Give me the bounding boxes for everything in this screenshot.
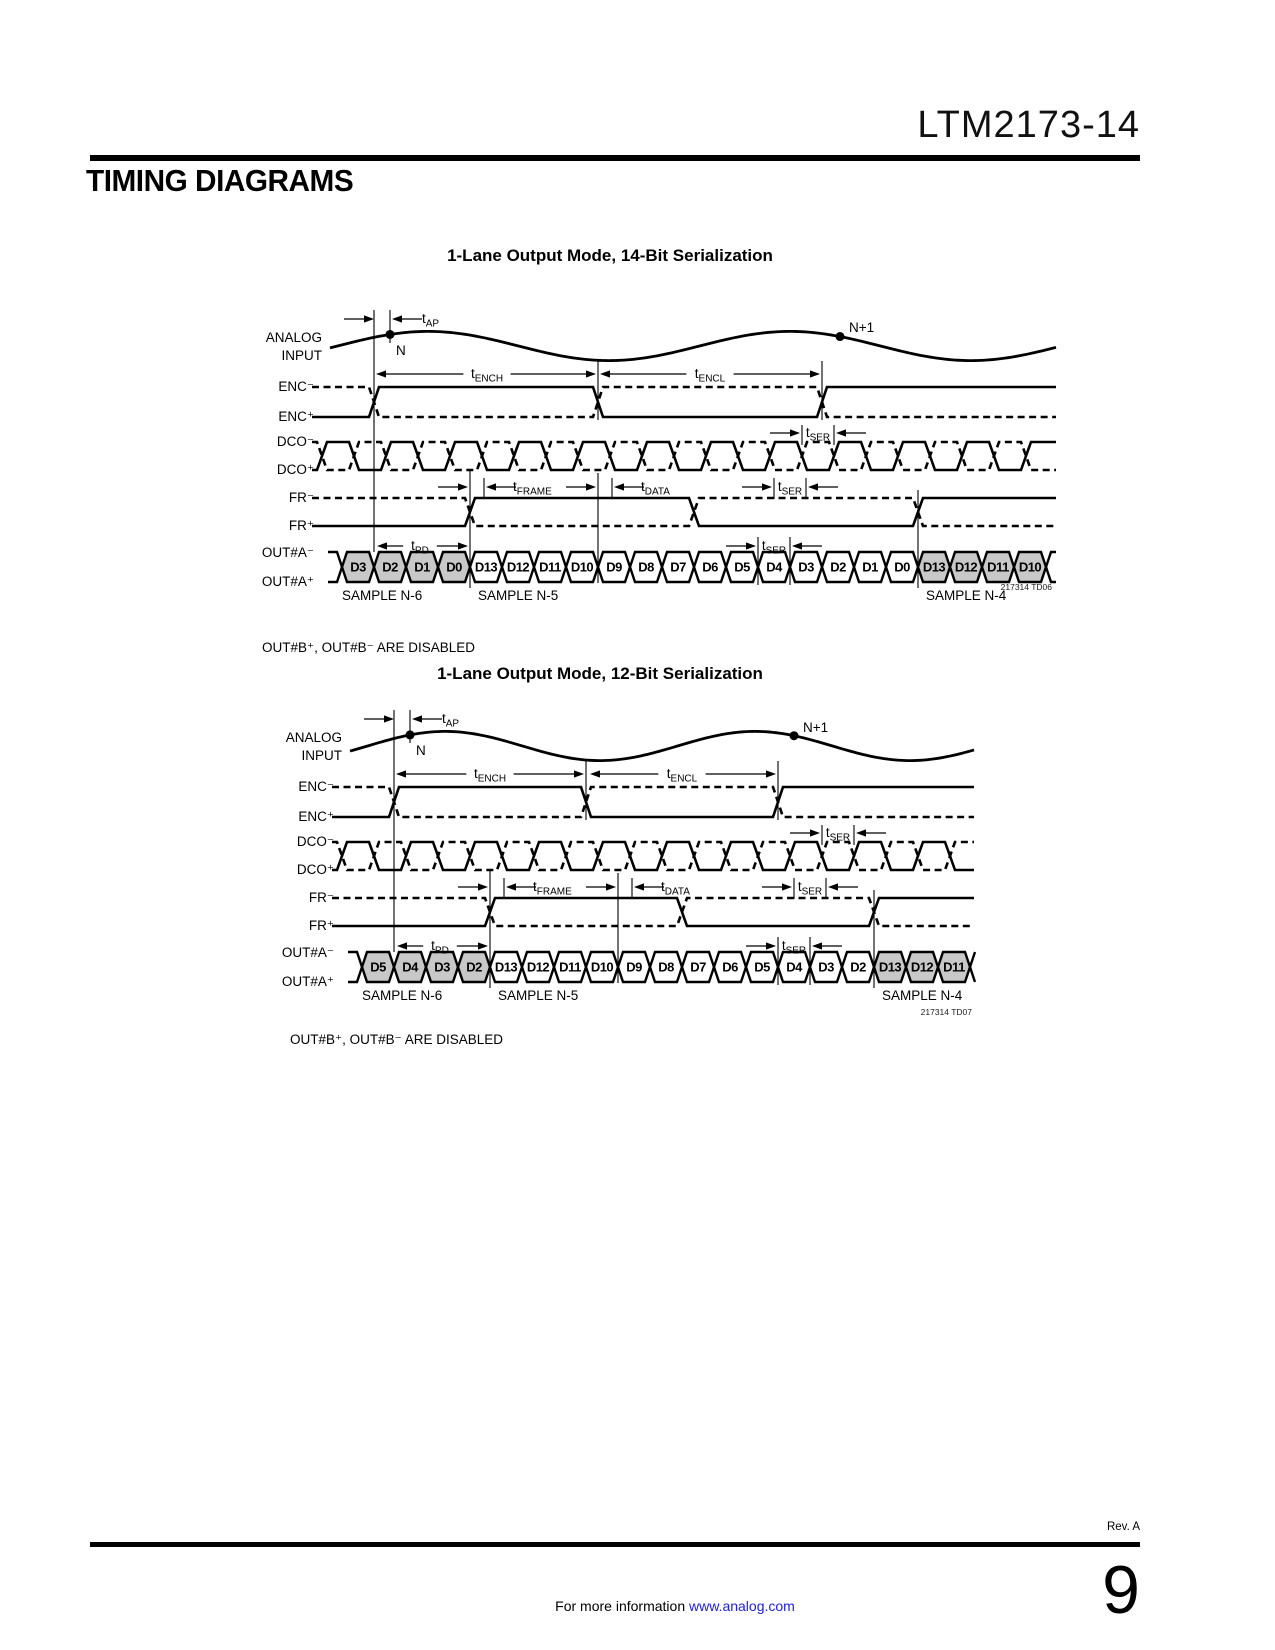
analog-input-label: ANALOG (265, 330, 322, 345)
arrowhead (412, 715, 422, 722)
analog-input-label: ANALOG (285, 730, 342, 745)
signal-label: OUT#A⁻ (281, 945, 334, 960)
bus-cell-label: D12 (526, 959, 550, 975)
bus-cell-label: D10 (1018, 559, 1042, 575)
bus-cell-label: D0 (446, 559, 462, 575)
arrowhead (810, 829, 820, 836)
bus-cell-label: D12 (954, 559, 978, 575)
sample-label: SAMPLE N-6 (362, 988, 443, 1003)
arrowhead (782, 883, 792, 890)
analog-com-link[interactable]: www.analog.com (689, 1598, 795, 1614)
bus-cell-label: D4 (402, 959, 418, 975)
bus-cell-label: D13 (494, 959, 518, 975)
sample-label: SAMPLE N-5 (478, 588, 559, 603)
arrowhead (478, 942, 488, 949)
signal-label: FR⁻ (288, 490, 314, 505)
timing-label: $t_{SER}$ (797, 879, 823, 898)
timing-label: $t_{AP}$ (442, 711, 460, 730)
sample-label: SAMPLE N-5 (498, 988, 579, 1003)
bus-cell-label: D13 (922, 559, 946, 575)
signal-label: DCO⁻ (276, 434, 314, 449)
timing-diagram-12bit-container (270, 685, 976, 1021)
arrowhead (606, 883, 616, 890)
note-outb-disabled-14bit: OUT#B⁺, OUT#B⁻ ARE DISABLED (262, 640, 476, 655)
timing-label: $t_{SER}$ (761, 538, 787, 557)
bus-cell-label: D11 (559, 959, 581, 975)
sample-label: SAMPLE N-4 (926, 588, 1007, 603)
page-number: 9 (1102, 1552, 1140, 1628)
footer-info-text: For more information (555, 1598, 689, 1614)
bus-cell-label: D4 (766, 559, 782, 575)
arrowhead (486, 483, 496, 490)
footer-rule (90, 1542, 1140, 1547)
bus-cell-label: D3 (818, 959, 834, 975)
sample-dot (386, 330, 395, 339)
signal-label: FR⁻ (308, 890, 334, 905)
arrowhead (812, 942, 822, 949)
timing-label: $t_{ENCH}$ (473, 766, 507, 785)
bus-cell-label: D11 (539, 559, 561, 575)
bus-cell-label: D3 (350, 559, 366, 575)
timing-label: $t_{PD}$ (411, 538, 429, 557)
arrowhead (458, 483, 468, 490)
sample-dot (836, 332, 845, 341)
timing-label: $t_{SER}$ (805, 425, 831, 444)
signal-label: ENC⁻ (298, 779, 334, 794)
arrowhead (586, 370, 596, 377)
signal-label: ENC⁺ (298, 809, 334, 824)
signal-label: OUT#A⁺ (261, 574, 314, 589)
bus-cell-label: D0 (894, 559, 910, 575)
arrowhead (810, 370, 820, 377)
bus-cell-label: D1 (414, 559, 430, 575)
timing-diagram-12bit (270, 685, 976, 1021)
arrowhead (766, 942, 776, 949)
timing-label: $t_{SER}$ (781, 938, 807, 957)
timing-diagram-14bit-container (250, 285, 1060, 607)
bus-cell-label: D13 (878, 959, 902, 975)
bus-cell-label: D12 (910, 959, 934, 975)
dco-clock-waveform (332, 842, 974, 870)
sample-point-label: N+1 (849, 320, 875, 335)
arrowhead (600, 370, 610, 377)
arrowhead (396, 770, 406, 777)
bus-cell-label: D10 (590, 959, 614, 975)
bus-cell-label: D7 (670, 559, 686, 575)
bus-cell-label: D13 (474, 559, 498, 575)
timing-label: $t_{FRAME}$ (533, 879, 572, 898)
arrowhead (836, 429, 846, 436)
bus-cell-label: D2 (382, 559, 398, 575)
fr-frame-waveform (332, 898, 974, 926)
sample-annotations (362, 988, 972, 1017)
signal-label: DCO⁻ (296, 834, 334, 849)
bus-cell-label: D7 (690, 959, 706, 975)
arrowhead (746, 542, 756, 549)
bus-cell-label: D11 (943, 959, 965, 975)
timing-label: $t_{PD}$ (431, 938, 449, 957)
figure-code: 217314 TD06 (1000, 582, 1052, 592)
bus-cell-label: D12 (506, 559, 530, 575)
arrowhead (634, 883, 644, 890)
bus-cell-label: D5 (734, 559, 750, 575)
bus-cell-label: D10 (570, 559, 594, 575)
sample-annotations (342, 582, 1052, 603)
signal-label: OUT#A⁻ (261, 545, 314, 560)
timing-diagram-14bit (250, 285, 1060, 607)
revision-label: Rev. A (1106, 1521, 1140, 1533)
arrowhead (478, 883, 488, 890)
diagram-title-12bit: 1-Lane Output Mode, 12-Bit Serialization (437, 664, 763, 683)
bus-cell-label: D5 (754, 959, 770, 975)
timing-label: $t_{ENCH}$ (470, 366, 504, 385)
bus-cell-label: D8 (658, 959, 674, 975)
analog-input-label: INPUT (301, 748, 342, 763)
bus-cell-label: D1 (862, 559, 878, 575)
arrowhead (574, 770, 584, 777)
arrowhead (376, 370, 386, 377)
sample-dot (406, 730, 415, 739)
arrowhead (856, 829, 866, 836)
bus-cell-label: D4 (786, 959, 802, 975)
dco-clock-waveform (312, 442, 1056, 470)
bus-cell-label: D5 (370, 959, 386, 975)
sample-point-label: N (416, 743, 426, 758)
timing-label: $t_{ENCL}$ (694, 366, 726, 385)
timing-label: $t_{FRAME}$ (513, 479, 552, 498)
arrowhead (364, 315, 374, 322)
note-outb-disabled-12bit: OUT#B⁺, OUT#B⁻ ARE DISABLED (290, 1032, 504, 1047)
bus-cell-label: D9 (626, 959, 642, 975)
bus-cell-label: D2 (466, 959, 482, 975)
part-number: LTM2173-14 (917, 104, 1140, 146)
header-rule (90, 155, 1140, 161)
arrowhead (377, 542, 387, 549)
arrowhead (392, 315, 402, 322)
timing-annotations (344, 311, 866, 556)
signal-label: FR⁺ (288, 518, 314, 533)
sample-point-label: N+1 (803, 720, 829, 735)
signal-label: DCO⁺ (296, 862, 334, 877)
sample-label: SAMPLE N-4 (882, 988, 963, 1003)
arrowhead (790, 429, 800, 436)
bus-cell-label: D3 (798, 559, 814, 575)
analog-input-label: INPUT (281, 348, 322, 363)
enc-waveform (312, 387, 1056, 417)
analog-input-wave (350, 720, 974, 761)
timing-label: $t_{DATA}$ (641, 479, 670, 498)
timing-label: $t_{DATA}$ (661, 879, 690, 898)
arrowhead (762, 483, 772, 490)
fr-frame-waveform (312, 498, 1056, 526)
sample-label: SAMPLE N-6 (342, 588, 423, 603)
bus-cell-label: D8 (638, 559, 654, 575)
timing-annotations (364, 711, 886, 956)
arrowhead (808, 483, 818, 490)
timing-label: $t_{SER}$ (825, 825, 851, 844)
arrowhead (766, 770, 776, 777)
arrowhead (384, 715, 394, 722)
sample-point-label: N (396, 343, 406, 358)
footer-info (75, 1598, 1275, 1614)
timing-label: $t_{ENCL}$ (666, 766, 698, 785)
signal-label: ENC⁻ (278, 379, 314, 394)
arrowhead (590, 770, 600, 777)
arrowhead (458, 542, 468, 549)
signal-label: DCO⁺ (276, 462, 314, 477)
figure-code: 217314 TD07 (920, 1007, 972, 1017)
bus-cell-label: D2 (830, 559, 846, 575)
signal-label: FR⁺ (308, 918, 334, 933)
bus-cell-label: D9 (606, 559, 622, 575)
timing-label: $t_{SER}$ (777, 479, 803, 498)
signal-labels (262, 330, 322, 589)
output-bus (328, 552, 1056, 582)
arrowhead (506, 883, 516, 890)
enc-waveform (332, 787, 974, 817)
bus-cell-label: D6 (702, 559, 718, 575)
signal-labels (282, 730, 342, 989)
arrowhead (828, 883, 838, 890)
bus-cell-label: D11 (987, 559, 1009, 575)
arrowhead (397, 942, 407, 949)
diagram-title-14bit: 1-Lane Output Mode, 14-Bit Serialization (447, 246, 773, 265)
timing-label: $t_{AP}$ (422, 311, 440, 330)
signal-label: OUT#A⁺ (281, 974, 334, 989)
section-title: TIMING DIAGRAMS (86, 163, 354, 198)
bus-cell-label: D6 (722, 959, 738, 975)
bus-cell-label: D3 (434, 959, 450, 975)
sample-dot (790, 731, 799, 740)
signal-label: ENC⁺ (278, 409, 314, 424)
arrowhead (792, 542, 802, 549)
arrowhead (614, 483, 624, 490)
bus-cell-label: D2 (850, 959, 866, 975)
arrowhead (586, 483, 596, 490)
